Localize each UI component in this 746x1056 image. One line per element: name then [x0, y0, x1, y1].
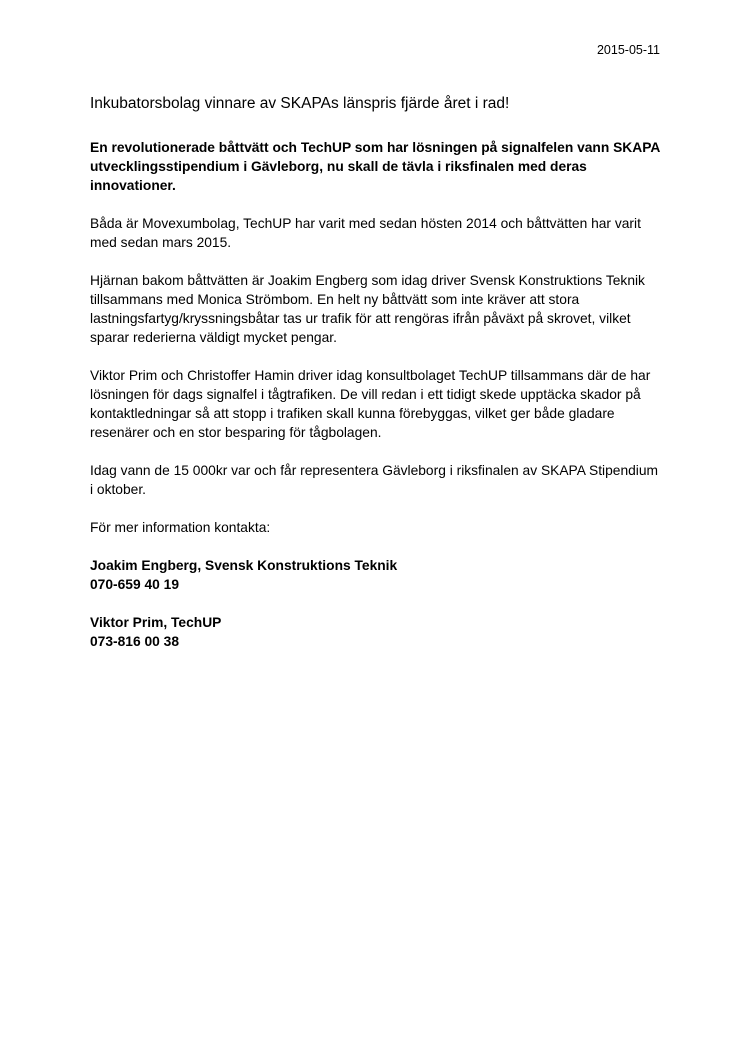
document-title: Inkubatorsbolag vinnare av SKAPAs länspris fjärde året i rad!	[90, 95, 510, 112]
paragraph-movexum: Båda är Movexumbolag, TechUP har varit med sedan hösten 2014 och båttvätten har varit med sedan mars 2015.	[90, 216, 641, 250]
contact-block-joakim	[90, 556, 660, 594]
document-date: 2015-05-11	[596, 43, 660, 57]
contact-name: Viktor Prim, TechUP	[90, 615, 222, 630]
contact-phone: 073-816 00 38	[90, 634, 179, 649]
contact-name: Joakim Engberg, Svensk Konstruktions Teknik	[90, 558, 398, 573]
paragraph-techup: Viktor Prim och Christoffer Hamin driver idag konsultbolaget TechUP tillsammans där de har lösningen för dags signalfel i tågtrafiken. De vill redan i ett tidigt skede upptäcka skador på kontaktledningar så att stopp i trafiken skall kunna förebyggas, vilket ger både gladare resenärer och en stor besparing för tågbolagen.	[90, 368, 651, 440]
paragraph-boatwash: Hjärnan bakom båttvätten är Joakim Engberg som idag driver Svensk Konstruktions Teknik tillsammans med Monica Strömbom. En helt ny båttvätt som inte kräver att stora lastningsfartyg/kryssningsbåtar tas ur trafik för att rengöras ifrån påväxt på skrovet, vilket sparar rederierna väldigt mycket pengar.	[90, 273, 645, 345]
contact-block-viktor	[90, 613, 660, 651]
contact-phone: 070-659 40 19	[90, 577, 179, 592]
contact-heading: För mer information kontakta:	[90, 520, 271, 535]
lead-paragraph: En revolutionerade båttvätt och TechUP som har lösningen på signalfelen vann SKAPA utvecklingsstipendium i Gävleborg, nu skall de tävla i riksfinalen med deras innovationer.	[90, 140, 660, 193]
paragraph-prize: Idag vann de 15 000kr var och får representera Gävleborg i riksfinalen av SKAPA Stipendium i oktober.	[90, 463, 659, 497]
